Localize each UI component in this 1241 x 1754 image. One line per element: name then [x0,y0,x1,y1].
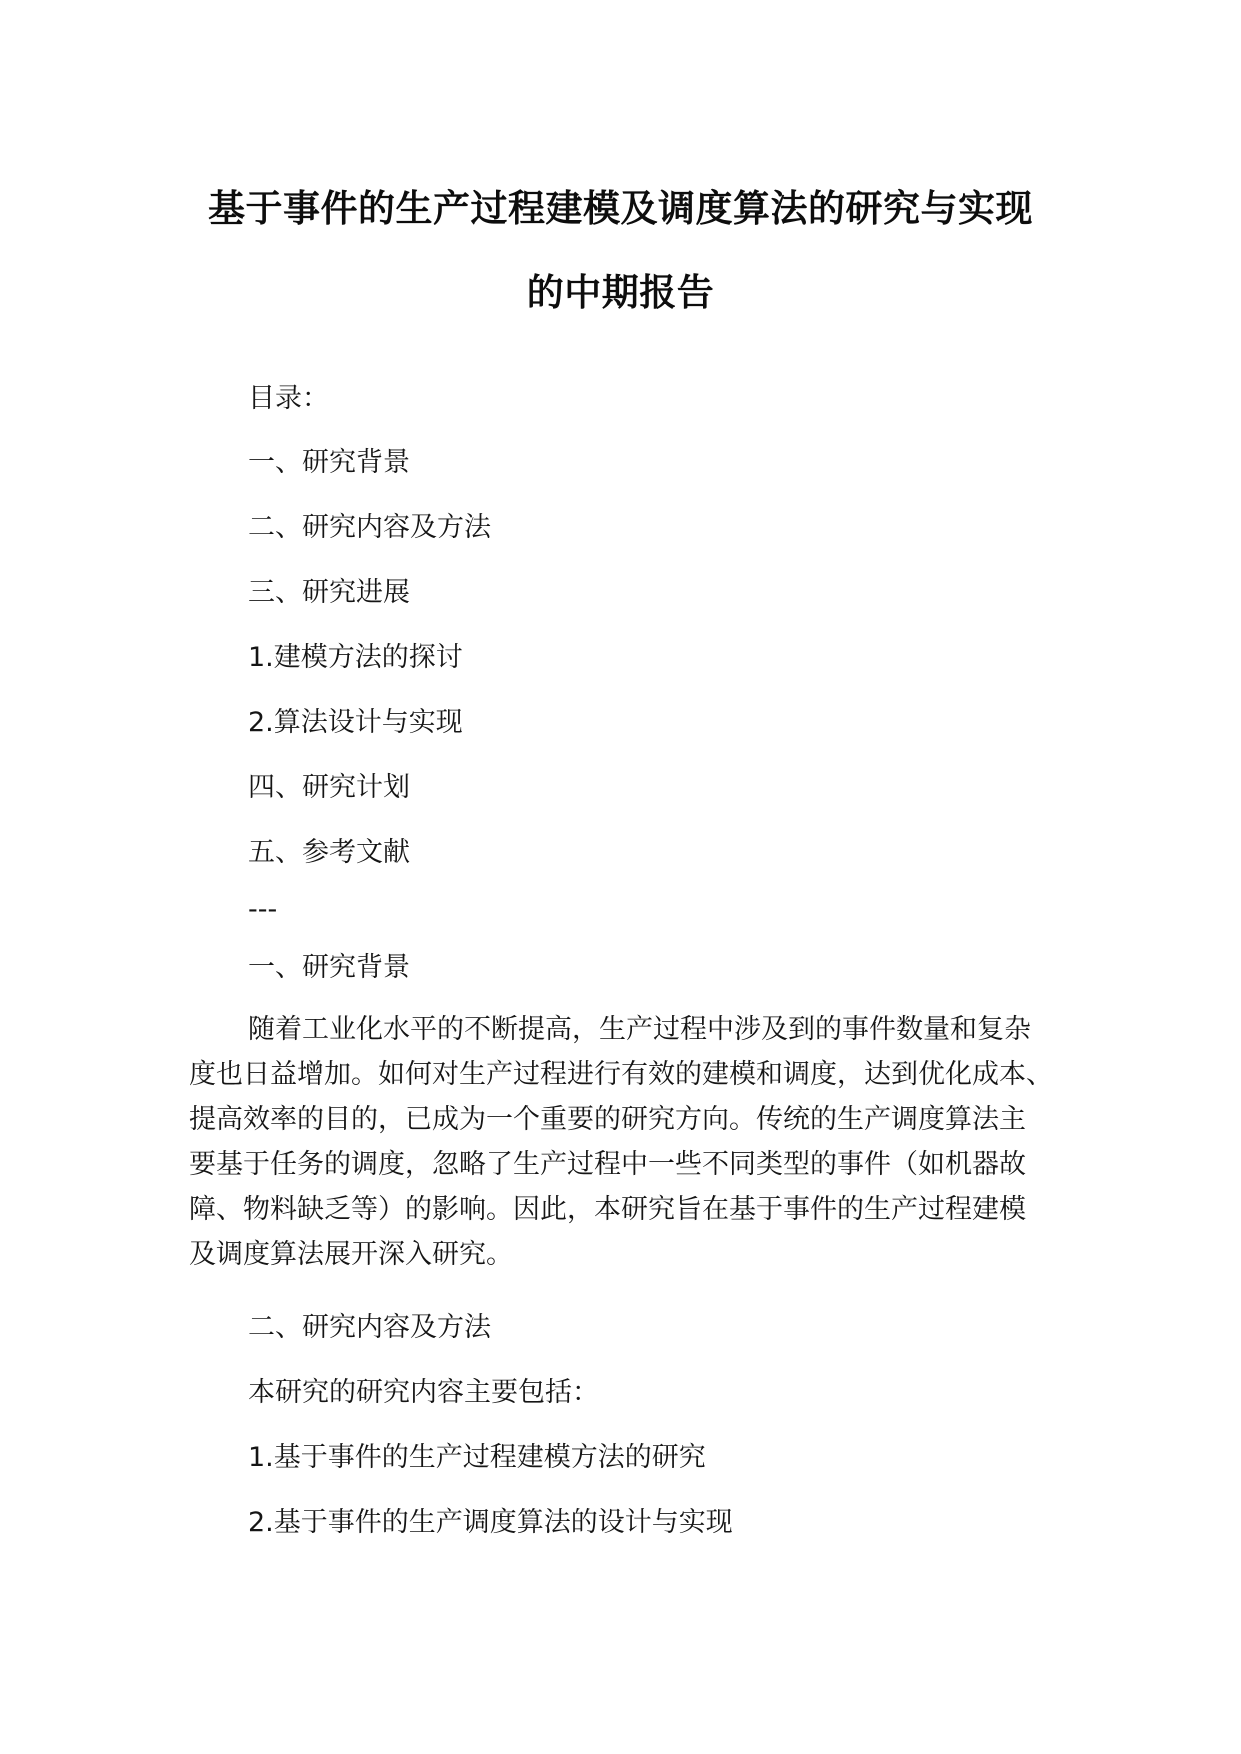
toc-item: 2.算法设计与实现 [248,707,463,738]
toc-item: 1.建模方法的探讨 [248,642,463,673]
toc-item: 五、参考文献 [248,837,410,868]
paragraph-line: 提高效率的目的，已成为一个重要的研究方向。传统的生产调度算法主 [189,1104,1026,1135]
paragraph-line: 随着工业化水平的不断提高，生产过程中涉及到的事件数量和复杂 [248,1014,1031,1045]
section-heading-methods: 二、研究内容及方法 [248,1312,491,1343]
toc-item: 四、研究计划 [248,772,410,803]
paragraph-line: 障、物料缺乏等）的影响。因此，本研究旨在基于事件的生产过程建模 [189,1194,1026,1225]
methods-item: 1.基于事件的生产过程建模方法的研究 [248,1442,706,1473]
paragraph-line: 要基于任务的调度，忽略了生产过程中一些不同类型的事件（如机器故 [189,1149,1026,1180]
toc-heading: 目录： [248,383,329,414]
paragraph-line: 及调度算法展开深入研究。 [189,1239,513,1270]
document-title-line-2: 的中期报告 [526,271,715,314]
paragraph-line: 度也日益增加。如何对生产过程进行有效的建模和调度，达到优化成本、 [189,1059,1053,1090]
toc-item: 一、研究背景 [248,447,410,478]
section-heading-background: 一、研究背景 [248,952,410,983]
toc-item: 二、研究内容及方法 [248,512,491,543]
document-title-line-1: 基于事件的生产过程建模及调度算法的研究与实现 [208,187,1033,230]
methods-intro: 本研究的研究内容主要包括： [248,1377,599,1408]
section-separator: --- [248,894,278,925]
methods-item: 2.基于事件的生产调度算法的设计与实现 [248,1507,733,1538]
toc-item: 三、研究进展 [248,577,410,608]
